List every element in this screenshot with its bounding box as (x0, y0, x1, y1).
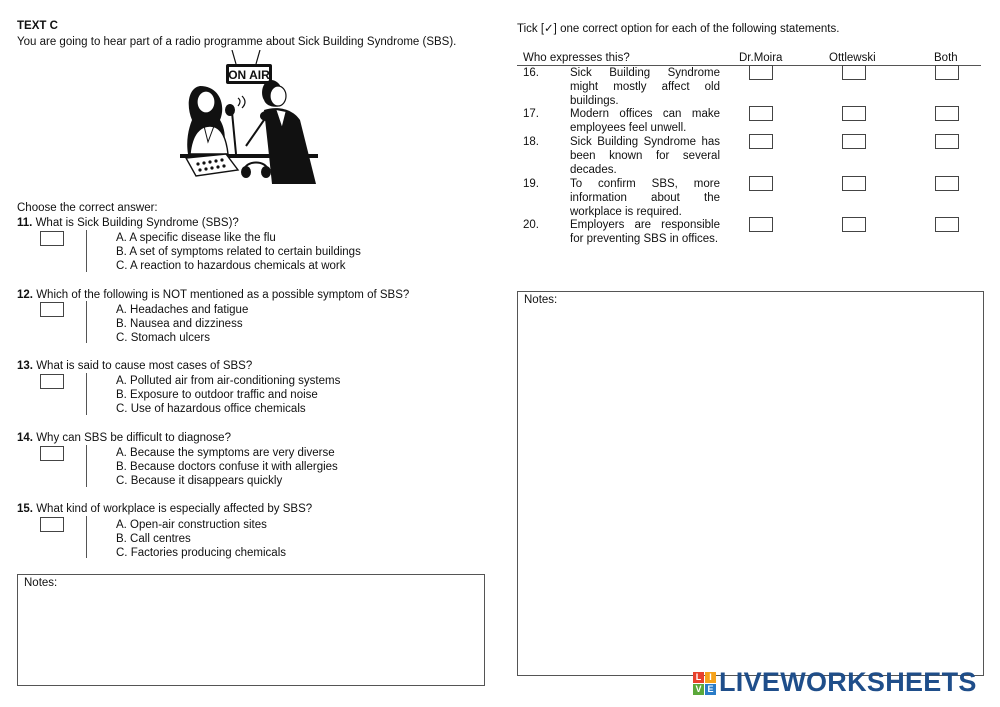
option-15-c: C. Factories producing chemicals (116, 547, 287, 559)
question-text: What is Sick Building Syndrome (SBS)? (35, 217, 239, 229)
tick-19-both[interactable] (935, 176, 959, 191)
question-number: 11. (17, 217, 33, 229)
on-air-sign-text: ON AIR (228, 68, 270, 82)
tick-19-dr-moira[interactable] (749, 176, 773, 191)
question-text: Why can SBS be difficult to diagnose? (36, 432, 231, 444)
statement-number: 18. (523, 136, 539, 148)
statement-16: Sick Building Syndrome might mostly affect old buildings. (570, 67, 720, 107)
answer-box-11[interactable] (40, 231, 64, 246)
question-text: Which of the following is NOT mentioned as a possible symptom of SBS? (36, 289, 410, 301)
question-text: What kind of workplace is especially affected by SBS? (36, 503, 313, 515)
header-who: Who expresses this? (523, 52, 630, 64)
tick-16-dr-moira[interactable] (749, 65, 773, 80)
divider (86, 301, 87, 343)
question-15 (17, 502, 312, 516)
option-11-a: A. A specific disease like the flu (116, 232, 276, 244)
option-15-b: B. Call centres (116, 533, 191, 545)
radio-studio-illustration (180, 50, 320, 186)
divider (86, 445, 87, 487)
tick-18-dr-moira[interactable] (749, 134, 773, 149)
statement-number: 19. (523, 178, 539, 190)
notes-label: Notes: (524, 294, 558, 306)
header-both: Both (934, 52, 958, 64)
header-dr-moira: Dr.Moira (739, 52, 783, 64)
answer-box-15[interactable] (40, 517, 64, 532)
option-14-a: A. Because the symptoms are very diverse (116, 447, 335, 459)
option-15-a: A. Open-air construction sites (116, 519, 267, 531)
statement-number: 16. (523, 67, 539, 79)
question-number: 12. (17, 289, 33, 301)
tick-17-both[interactable] (935, 106, 959, 121)
statement-number: 17. (523, 108, 539, 120)
answer-box-12[interactable] (40, 302, 64, 317)
section-title: TEXT C (17, 20, 58, 32)
option-11-c: C. A reaction to hazardous chemicals at work (116, 260, 346, 272)
question-number: 13. (17, 360, 33, 372)
question-12 (17, 288, 409, 302)
notes-box-right[interactable] (517, 291, 984, 676)
option-13-b: B. Exposure to outdoor traffic and noise (116, 389, 318, 401)
statement-number: 20. (523, 219, 539, 231)
liveworksheets-logo-icon (693, 672, 717, 696)
divider (86, 516, 87, 558)
option-12-b: B. Nausea and dizziness (116, 318, 243, 330)
question-13 (17, 359, 252, 373)
logo-letter-l: L (693, 672, 704, 683)
choose-instruction: Choose the correct answer: (17, 202, 158, 214)
option-13-c: C. Use of hazardous office chemicals (116, 403, 306, 415)
tick-20-dr-moira[interactable] (749, 217, 773, 232)
tick-instruction: Tick [✓] one correct option for each of the following statements. (517, 23, 840, 35)
tick-20-ottlewski[interactable] (842, 217, 866, 232)
divider (86, 373, 87, 415)
question-number: 15. (17, 503, 33, 515)
tick-16-ottlewski[interactable] (842, 65, 866, 80)
tick-18-both[interactable] (935, 134, 959, 149)
logo-letter-v: V (693, 684, 704, 695)
liveworksheets-logo-text: LIVEWORKSHEETS (719, 667, 977, 697)
logo-letter-e: E (705, 684, 716, 695)
divider (86, 230, 87, 272)
tick-20-both[interactable] (935, 217, 959, 232)
intro-text: You are going to hear part of a radio programme about Sick Building Syndrome (SBS). (17, 36, 457, 48)
tick-18-ottlewski[interactable] (842, 134, 866, 149)
tick-17-dr-moira[interactable] (749, 106, 773, 121)
statement-18: Sick Building Syndrome has been known for several decades. (570, 136, 720, 176)
statement-19: To confirm SBS, more information about the workplace is required. (570, 178, 720, 218)
option-12-a: A. Headaches and fatigue (116, 304, 249, 316)
option-13-a: A. Polluted air from air-conditioning systems (116, 375, 341, 387)
answer-box-13[interactable] (40, 374, 64, 389)
tick-17-ottlewski[interactable] (842, 106, 866, 121)
question-number: 14. (17, 432, 33, 444)
header-ottlewski: Ottlewski (829, 52, 876, 64)
answer-box-14[interactable] (40, 446, 64, 461)
question-text: What is said to cause most cases of SBS? (36, 360, 253, 372)
statement-20: Employers are responsible for preventing SBS in offices. (570, 219, 720, 245)
notes-label: Notes: (24, 577, 58, 589)
tick-16-both[interactable] (935, 65, 959, 80)
statement-17: Modern offices can make employees feel unwell. (570, 108, 720, 134)
logo-letter-i: I (705, 672, 716, 683)
notes-box-left[interactable] (17, 574, 485, 686)
option-14-b: B. Because doctors confuse it with allergies (116, 461, 338, 473)
option-12-c: C. Stomach ulcers (116, 332, 210, 344)
tick-19-ottlewski[interactable] (842, 176, 866, 191)
question-14 (17, 431, 231, 445)
question-11 (17, 216, 239, 230)
option-14-c: C. Because it disappears quickly (116, 475, 283, 487)
option-11-b: B. A set of symptoms related to certain buildings (116, 246, 361, 258)
